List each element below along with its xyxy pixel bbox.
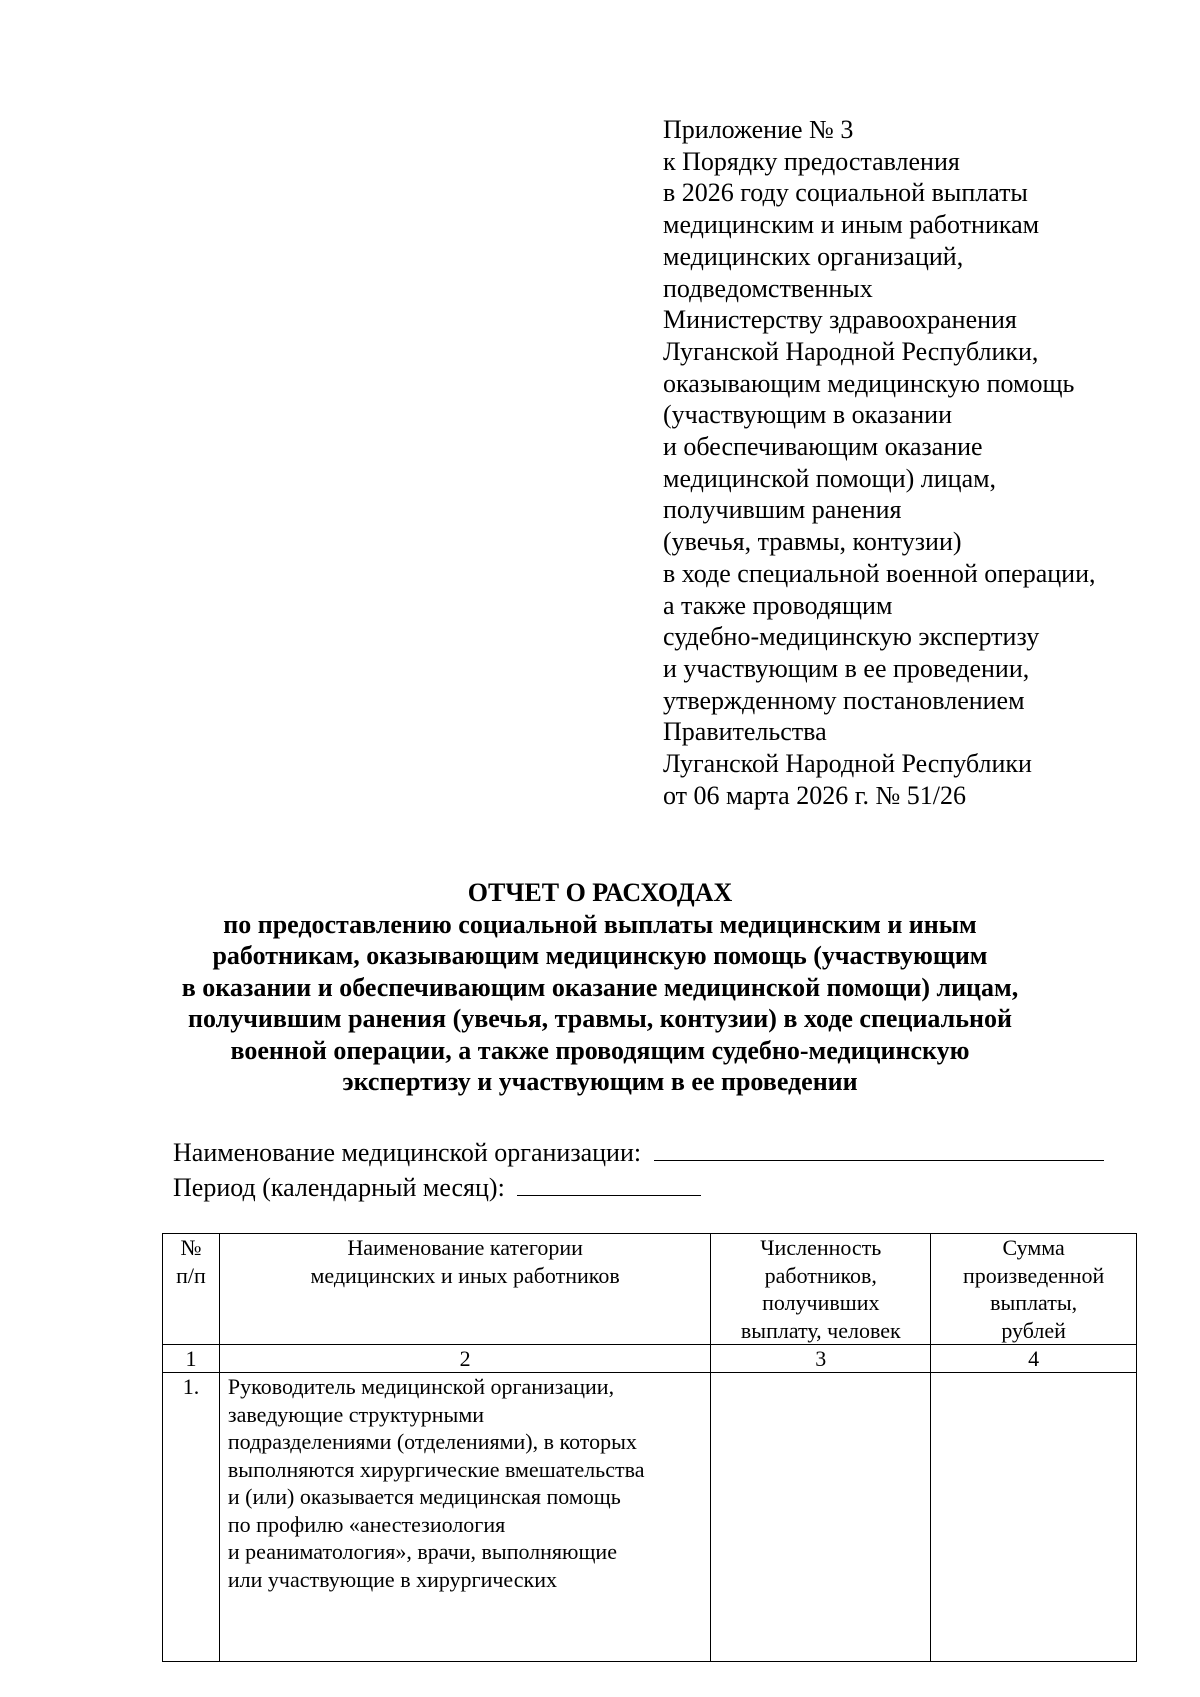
appendix-line: медицинским и иным работникам <box>663 210 1040 240</box>
report-title <box>0 877 1200 1098</box>
table-header-row <box>163 1234 1137 1345</box>
expense-report-table <box>162 1233 1137 1662</box>
category-line: и реаниматология», врачи, выполняющие <box>227 1539 617 1564</box>
organization-blank[interactable] <box>654 1134 1104 1161</box>
category-line: выполняются хирургические вмешательства <box>227 1456 645 1482</box>
period-field <box>173 1169 701 1204</box>
appendix-line: Министерству здравоохранения <box>663 305 1017 335</box>
column-number-row <box>163 1345 1137 1373</box>
appendix-line: Луганской Народной Республики, <box>663 336 1039 366</box>
appendix-line: Правительства <box>663 717 827 747</box>
header-count-line: выплату, человек <box>740 1317 901 1343</box>
category-line: или участвующие в хирургических <box>227 1566 557 1592</box>
period-blank[interactable] <box>517 1169 701 1196</box>
appendix-line: от 06 марта 2026 г. № 51/26 <box>663 780 966 810</box>
appendix-line: к Порядку предоставления <box>663 146 960 176</box>
header-sum <box>931 1234 1137 1345</box>
header-name <box>219 1234 710 1345</box>
category-line: заведующие структурными <box>227 1401 485 1427</box>
appendix-line: судебно-медицинскую экспертизу <box>663 622 1040 652</box>
period-label: Период (календарный месяц): <box>173 1173 505 1202</box>
appendix-line: утвержденному постановлением <box>663 685 1025 715</box>
report-title-line: экспертизу и участвующим в ее проведении <box>342 1067 858 1096</box>
header-count-line: работников, <box>764 1262 877 1288</box>
header-num <box>163 1234 220 1345</box>
header-num-line: п/п <box>176 1262 206 1288</box>
header-sum-line: Сумма <box>1002 1235 1065 1260</box>
header-count-line: получивших <box>762 1290 880 1315</box>
category-name <box>219 1373 710 1662</box>
header-count-line: Численность <box>760 1235 882 1260</box>
column-number: 4 <box>931 1345 1137 1373</box>
report-title-line: получившим ранения (увечья, травмы, контузии) в ходе специальной <box>188 1004 1012 1033</box>
row-number: 1. <box>163 1373 220 1662</box>
column-number: 2 <box>219 1345 710 1373</box>
table-row <box>163 1373 1137 1662</box>
appendix-line: получившим ранения <box>663 495 902 525</box>
header-sum-line: произведенной <box>963 1262 1105 1288</box>
appendix-line: (участвующим в оказании <box>663 400 952 430</box>
header-name-line: Наименование категории <box>347 1235 583 1260</box>
category-line: Руководитель медицинской организации, <box>227 1374 615 1399</box>
appendix-line: в ходе специальной военной операции, <box>663 558 1096 588</box>
organization-label: Наименование медицинской организации: <box>173 1138 642 1167</box>
column-number: 1 <box>163 1345 220 1373</box>
report-title-line: по предоставлению социальной выплаты медицинским и иным <box>223 909 977 939</box>
employee-count-cell[interactable] <box>711 1373 931 1662</box>
appendix-line: подведомственных <box>663 273 873 303</box>
header-count <box>711 1234 931 1345</box>
organization-field <box>173 1134 1104 1169</box>
header-sum-line: выплаты, <box>990 1290 1078 1315</box>
appendix-line: в 2026 году социальной выплаты <box>663 178 1028 208</box>
appendix-line: (увечья, травмы, контузии) <box>663 527 962 557</box>
appendix-line: а также проводящим <box>663 590 893 620</box>
report-title-line: военной операции, а также проводящим судебно-медицинскую <box>230 1035 970 1065</box>
category-line: и (или) оказывается медицинская помощь <box>227 1484 621 1509</box>
appendix-block <box>663 114 1096 811</box>
header-name-line: медицинских и иных работников <box>310 1262 620 1288</box>
report-title-line: в оказании и обеспечивающим оказание медицинской помощи) лицам, <box>181 972 1019 1002</box>
appendix-line: медицинской помощи) лицам, <box>663 463 997 493</box>
appendix-line: и участвующим в ее проведении, <box>663 653 1030 683</box>
report-title-line: работникам, оказывающим медицинскую помощь (участвующим <box>212 941 988 970</box>
appendix-line: Приложение № 3 <box>663 115 854 144</box>
appendix-line: оказывающим медицинскую помощь <box>663 368 1075 398</box>
category-line: подразделениями (отделениями), в которых <box>227 1429 637 1454</box>
column-number: 3 <box>711 1345 931 1373</box>
appendix-line: Луганской Народной Республики <box>663 749 1032 779</box>
report-title-heading: ОТЧЕТ О РАСХОДАХ <box>467 878 733 907</box>
payment-sum-cell[interactable] <box>931 1373 1137 1662</box>
header-sum-line: рублей <box>1001 1317 1066 1343</box>
appendix-line: и обеспечивающим оказание <box>663 432 983 462</box>
category-line: по профилю «анестезиология <box>227 1511 506 1537</box>
appendix-line: медицинских организаций, <box>663 241 964 271</box>
header-num-line: № <box>180 1235 202 1260</box>
